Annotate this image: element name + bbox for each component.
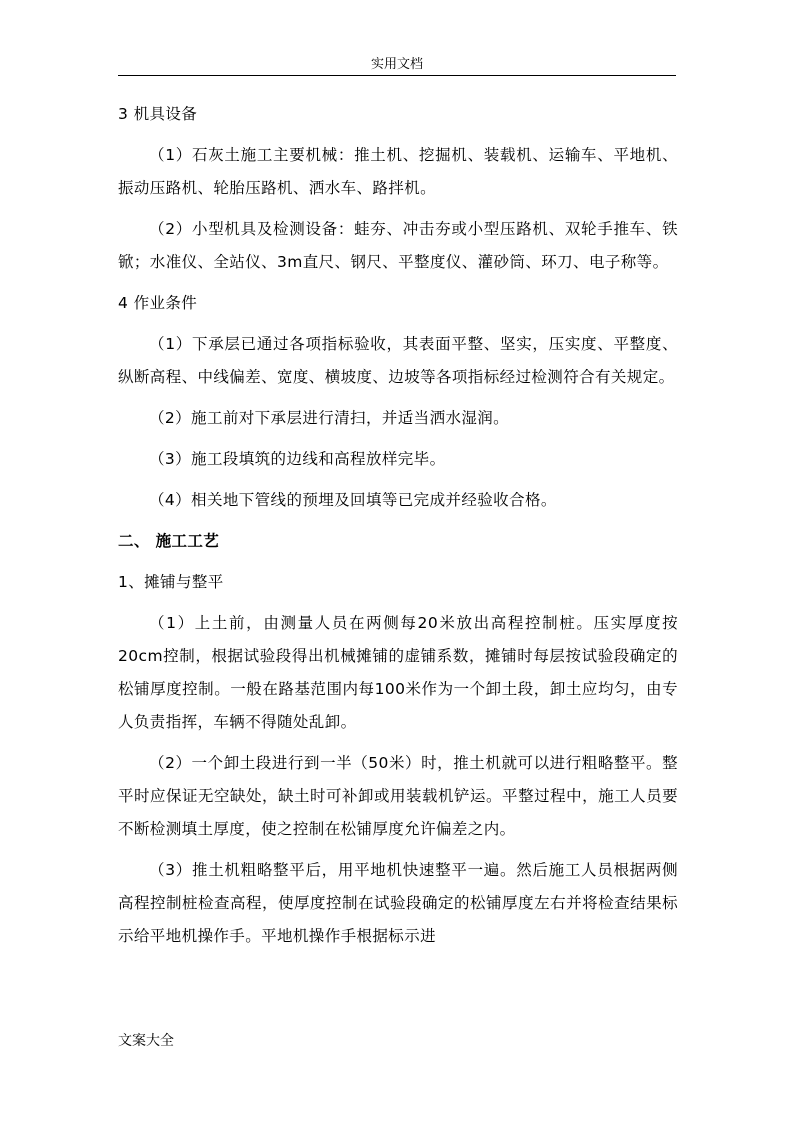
paragraph: （2）施工前对下承层进行清扫，并适当洒水湿润。 xyxy=(149,409,510,427)
paragraph: （3）施工段填筑的边线和高程放样完毕。 xyxy=(149,450,446,468)
subheading-paving: 1、摊铺与整平 xyxy=(118,573,224,591)
document-body xyxy=(118,98,678,961)
paragraph: （1）上土前，由测量人员在两侧每20米放出高程控制桩。压实厚度按20cm控制，根据试验段得出机械摊铺的虚铺系数，摊铺时每层按试验段确定的松铺厚度控制。一般在路基范围内每100米作为一个卸土段，卸土应均匀，由专人负责指挥，车辆不得随处乱卸。 xyxy=(118,614,678,731)
paragraph: （1）下承层已通过各项指标验收，其表面平整、坚实，压实度、平整度、纵断高程、中线偏差、宽度、横坡度、边坡等各项指标经过检测符合有关规定。 xyxy=(118,335,678,386)
subheading-equipment: 3 机具设备 xyxy=(118,105,198,123)
section-heading: 二、 施工工艺 xyxy=(118,532,220,550)
page-footer: 文案大全 xyxy=(118,1033,174,1049)
paragraph: （1）石灰土施工主要机械：推土机、挖掘机、装载机、运输车、平地机、振动压路机、轮胎压路机、洒水车、路拌机。 xyxy=(118,146,678,197)
paragraph: （2）一个卸土段进行到一半（50米）时，推土机就可以进行粗略整平。整平时应保证无空缺处，缺土时可补卸或用装载机铲运。平整过程中，施工人员要不断检测填土厚度，使之控制在松铺厚度允许偏差之内。 xyxy=(118,754,678,838)
subheading-conditions: 4 作业条件 xyxy=(118,294,198,312)
paragraph: （4）相关地下管线的预埋及回填等已完成并经验收合格。 xyxy=(149,491,557,509)
page-header: 实用文档 xyxy=(370,57,423,72)
header-rule xyxy=(118,75,676,76)
paragraph: （2）小型机具及检测设备：蛙夯、冲击夯或小型压路机、双轮手推车、铁锨；水准仪、全站仪、3m直尺、钢尺、平整度仪、灌砂筒、环刀、电子称等。 xyxy=(118,220,678,271)
paragraph: （3）推土机粗略整平后，用平地机快速整平一遍。然后施工人员根据两侧高程控制桩检查高程，使厚度控制在试验段确定的松铺厚度左右并将检查结果标示给平地机操作手。平地机操作手根据标示进 xyxy=(118,861,678,945)
